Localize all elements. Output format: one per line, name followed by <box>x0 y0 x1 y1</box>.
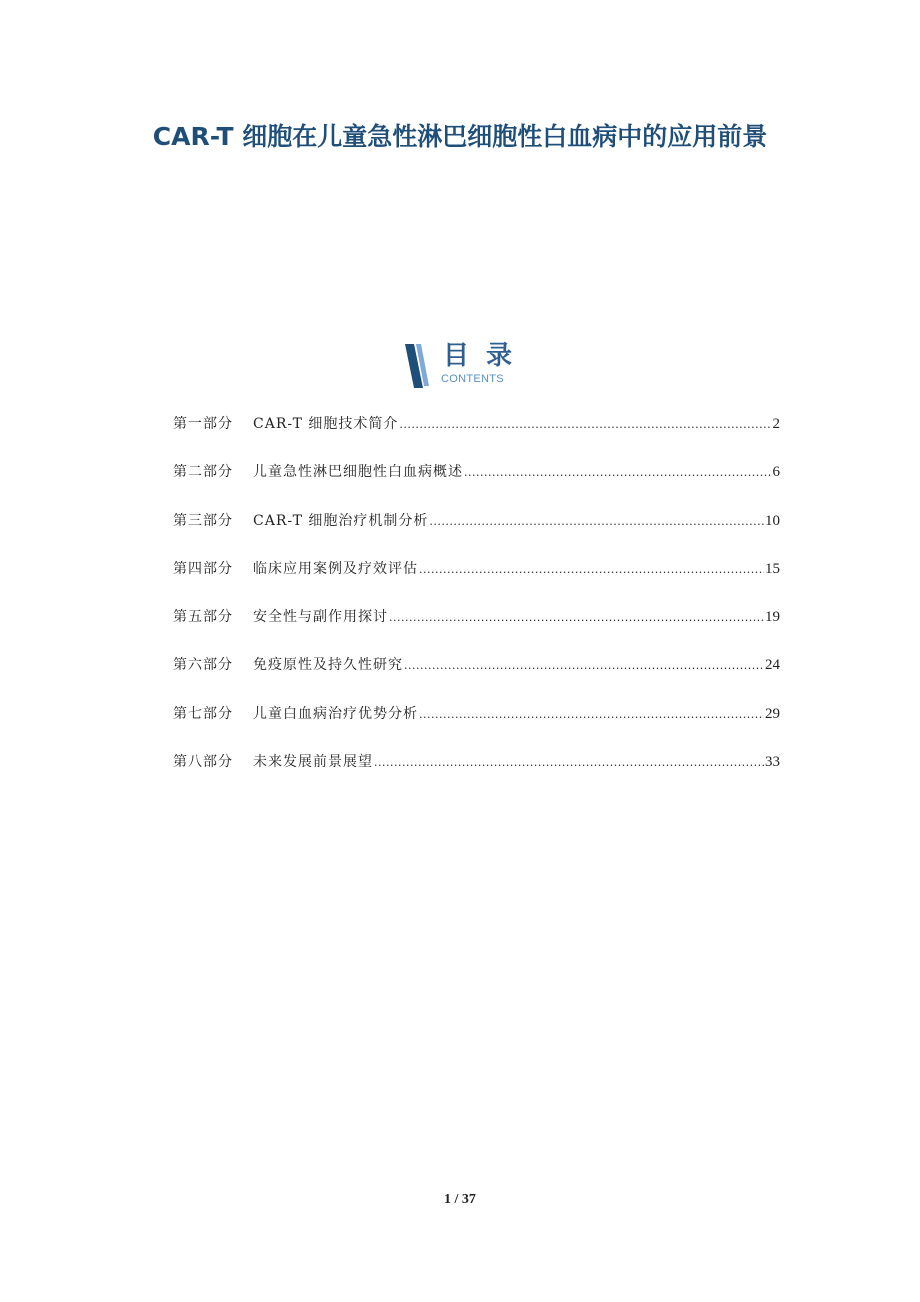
toc-entry-7[interactable] <box>173 704 780 752</box>
toc-list <box>173 414 780 800</box>
toc-entry-part: 第八部分 <box>173 754 233 771</box>
toc-entry-5[interactable] <box>173 607 780 655</box>
toc-heading-title: 目 录 <box>443 341 517 371</box>
toc-entry-leader <box>429 512 764 532</box>
toc-heading <box>405 342 535 388</box>
toc-entry-label: 儿童白血病治疗优势分析 <box>253 705 418 722</box>
toc-entry-leader <box>399 415 771 435</box>
toc-entry-3[interactable] <box>173 511 780 559</box>
toc-entry-part: 第七部分 <box>173 705 233 722</box>
toc-entry-leader <box>419 560 764 580</box>
toc-entry-leader <box>389 608 764 628</box>
toc-entry-part: 第三部分 <box>173 512 233 529</box>
toc-entry-label: CAR-T 细胞治疗机制分析 <box>253 512 429 529</box>
toc-entry-page: 33 <box>765 754 780 771</box>
toc-entry-label: 未来发展前景展望 <box>253 754 373 771</box>
toc-entry-label: 临床应用案例及疗效评估 <box>253 560 418 577</box>
toc-entry-2[interactable] <box>173 462 780 510</box>
toc-entry-label: 免疫原性及持久性研究 <box>253 657 403 674</box>
document-title: CAR-T 细胞在儿童急性淋巴细胞性白血病中的应用前景 <box>152 122 768 151</box>
toc-entry-4[interactable] <box>173 559 780 607</box>
toc-entry-part: 第四部分 <box>173 560 233 577</box>
toc-entry-leader <box>419 705 764 725</box>
toc-entry-leader <box>374 753 764 773</box>
toc-entry-page: 10 <box>765 512 780 529</box>
toc-entry-label: 安全性与副作用探讨 <box>253 609 388 626</box>
toc-entry-label: 儿童急性淋巴细胞性白血病概述 <box>253 464 463 481</box>
toc-heading-subtitle: CONTENTS <box>441 373 504 385</box>
toc-entry-8[interactable] <box>173 752 780 800</box>
toc-entry-page: 19 <box>765 609 780 626</box>
toc-entry-part: 第一部分 <box>173 416 233 432</box>
toc-entry-part: 第五部分 <box>173 609 233 626</box>
toc-entry-page: 29 <box>765 705 780 722</box>
toc-entry-part: 第二部分 <box>173 464 233 481</box>
toc-entry-page: 24 <box>765 657 780 674</box>
toc-entry-part: 第六部分 <box>173 657 233 674</box>
toc-entry-label: CAR-T 细胞技术简介 <box>253 416 399 432</box>
toc-entry-1[interactable] <box>173 414 780 462</box>
toc-entry-leader <box>464 463 772 483</box>
toc-entry-page: 15 <box>765 560 780 577</box>
toc-entry-page: 2 <box>772 416 780 432</box>
toc-entry-page: 6 <box>772 464 780 481</box>
toc-entry-leader <box>404 656 764 676</box>
page-number: 1 / 37 <box>444 1192 476 1207</box>
book-stripe-icon <box>405 344 431 388</box>
toc-entry-6[interactable] <box>173 655 780 703</box>
